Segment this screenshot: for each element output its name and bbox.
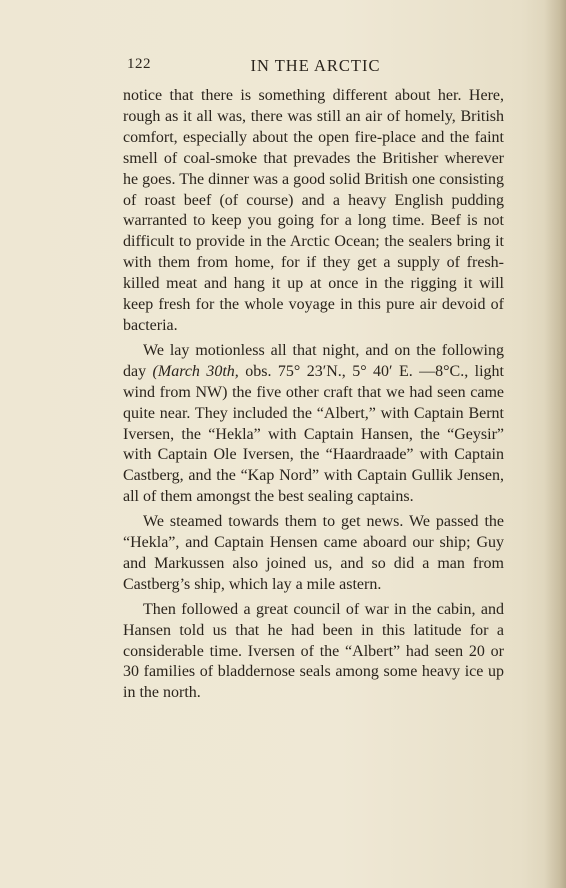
paragraph-1: notice that there is something different about her. Here, rough as it all was, there was still an air of homely, British comfort, especially about the open fire-place and the faint smell of coal-smoke that prevades the Britisher wherever he goes. The dinner was a good solid British one consisting of roast beef (of course) and a heavy English pudding warranted to keep you going for a long time. Beef is not difficult to provide in the Arctic Ocean; the sealers bring it with them from home, for if they get a supply of fresh-killed meat and hang it up at once in the rigging it will keep fresh for the whole voyage in this pure air devoid of bacteria. xyxy=(123,87,504,334)
body-text xyxy=(123,86,504,708)
page-header xyxy=(127,56,504,78)
page-edge-shadow xyxy=(544,0,566,888)
paragraph-2 xyxy=(123,341,504,508)
paragraph-2-end: obs. 75° 23′N., 5° 40′ E. —8°C., light wind from NW) the five other craft that we had seen came quite near. They included the “Albert,” with Captain Bernt Iversen, the “Hekla” with Captain Hansen, the “Geysir” with Captain Ole Iversen, the “Haardraade” with Captain Castberg, and the “Kap Nord” with Captain Gullik Jensen, all of them amongst the best sealing captains. xyxy=(123,362,504,506)
page-number: 122 xyxy=(127,56,151,72)
running-head: IN THE ARCTIC xyxy=(250,56,381,75)
paragraph-2-date: (March 30th, xyxy=(152,362,239,380)
paragraph-2-start: We lay motionless all that night, and on the following day xyxy=(123,341,504,380)
paragraph-4: Then followed a great council of war in the cabin, and Hansen told us that he had been in this latitude for a considerable time. Iversen of the “Albert” had seen 20 or 30 families of bladdernose seals among some heavy ice up in the north. xyxy=(123,600,504,702)
paragraph-3: We steamed towards them to get news. We passed the “Hekla”, and Captain Hensen came aboard our ship; Guy and Markussen also joined us, and so did a man from Castberg’s ship, which lay a mile astern. xyxy=(123,513,504,593)
